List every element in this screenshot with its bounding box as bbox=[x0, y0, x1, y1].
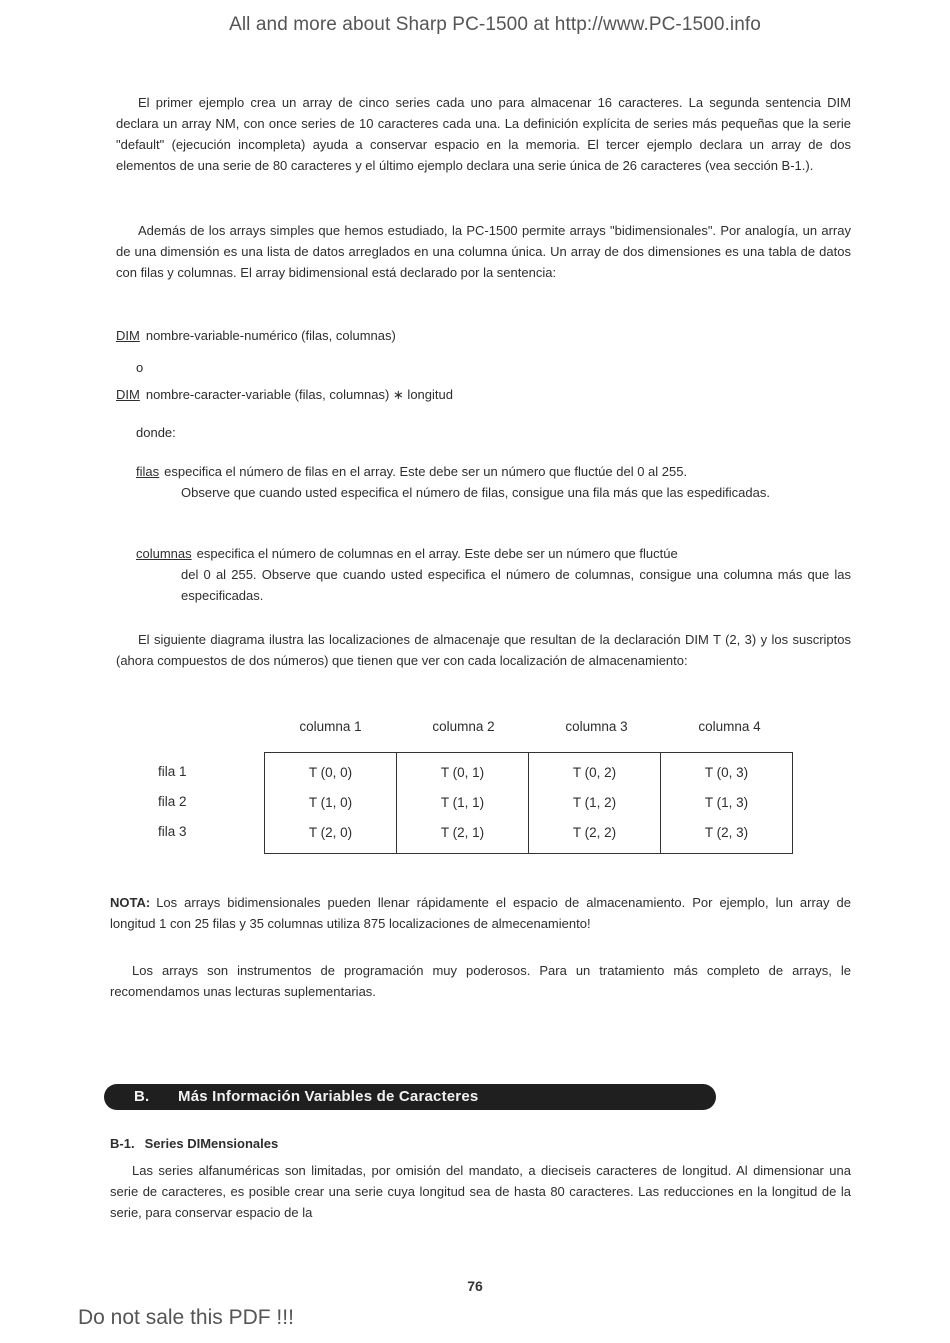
subsection-title: Series DIMensionales bbox=[144, 1136, 279, 1151]
diagram-cell: T (0, 3) bbox=[704, 765, 749, 780]
page-header-url: All and more about Sharp PC-1500 at http://www.PC-1500.info bbox=[229, 14, 761, 35]
subsection-number: B-1. bbox=[110, 1136, 135, 1151]
page-number: 76 bbox=[467, 1278, 483, 1294]
diagram-column-cell bbox=[661, 753, 793, 854]
diagram-cell: T (2, 0) bbox=[308, 825, 353, 840]
column-header-4: columna 4 bbox=[698, 719, 761, 734]
row-header-2: fila 2 bbox=[158, 794, 187, 809]
storage-diagram bbox=[264, 752, 793, 854]
syntax-keyword: DIM bbox=[116, 328, 140, 343]
paragraph-bidimensional-intro: Además de los arrays simples que hemos estudiado, la PC-1500 permite arrays "bidimensionales". Por analogía, un array de una dimensión es una lista de datos arreglados en una columna única. Un array de dos dimensiones es una tabla de datos con filas y columnas. El array bidimensional está declarado por la sentencia: bbox=[116, 223, 851, 280]
definition-term: filas bbox=[136, 464, 160, 479]
syntax-text: nombre-caracter-variable (filas, columnas) ∗ longitud bbox=[145, 387, 453, 402]
diagram-cell: T (0, 0) bbox=[308, 765, 353, 780]
footer-notice: Do not sale this PDF !!! bbox=[78, 1306, 294, 1329]
diagram-cell: T (1, 2) bbox=[572, 795, 617, 810]
definition-first-line: especifica el número de filas en el array. Este debe ser un número que fluctúe del 0 al 255. bbox=[164, 464, 688, 479]
column-header-2: columna 2 bbox=[432, 719, 495, 734]
paragraph-diagram-intro: El siguiente diagrama ilustra las localizaciones de almacenaje que resultan de la declaración DIM T (2, 3) y los suscriptos (ahora compuestos de dos números) que tienen que ver con cada localización de almacenamiento: bbox=[116, 632, 851, 668]
diagram-cell: T (0, 2) bbox=[572, 765, 617, 780]
or-separator: o bbox=[136, 360, 144, 375]
subsection-heading bbox=[110, 1136, 278, 1151]
diagram-cell: T (2, 3) bbox=[704, 825, 749, 840]
section-title: Más Información Variables de Caracteres bbox=[178, 1088, 479, 1105]
paragraph-string-length: Las series alfanuméricas son limitadas, por omisión del mandato, a dieciseis caracteres de longitud. Al dimensionar una serie de caracteres, es posible crear una serie cuya longitud sea de hasta 80 caracteres. Las reducciones en la longitud de la serie, para conservar espacio de la bbox=[110, 1163, 851, 1220]
paragraph-arrays-summary: Los arrays son instrumentos de programación muy poderosos. Para un tratamiento más completo de arrays, le recomendamos unas lecturas suplementarias. bbox=[110, 963, 851, 999]
section-letter: B. bbox=[134, 1088, 150, 1105]
diagram-cell: T (1, 3) bbox=[704, 795, 749, 810]
syntax-keyword: DIM bbox=[116, 387, 140, 402]
definition-first-line: especifica el número de columnas en el array. Este debe ser un número que fluctúe bbox=[196, 546, 678, 561]
row-header-3: fila 3 bbox=[158, 824, 187, 839]
paragraph-dim-examples: El primer ejemplo crea un array de cinco series cada uno para almacenar 16 caracteres. La segunda sentencia DIM declara un array NM, con once series de 10 caracteres cada una. La definición explícita de series más pequeñas que la serie "default" (ejecución incompleta) ayuda a conservar espacio en la memoria. El tercer ejemplo declara un array de dos elementos de una serie de 80 caracteres y el último ejemplo declara una serie única de 26 caracteres (vea sección B-1.). bbox=[116, 95, 851, 173]
diagram-cell: T (2, 2) bbox=[572, 825, 617, 840]
diagram-column-cell bbox=[265, 753, 397, 854]
definition-continuation: Observe que cuando usted especifica el número de filas, consigue una fila más que las espedificadas. bbox=[181, 485, 770, 500]
diagram-cell: T (2, 1) bbox=[440, 825, 485, 840]
row-header-1: fila 1 bbox=[158, 764, 187, 779]
note-label: NOTA: bbox=[110, 895, 151, 910]
definition-continuation: del 0 al 255. Observe que cuando usted especifica el número de columnas, consigue una columna más que las especificadas. bbox=[181, 567, 851, 603]
syntax-text: nombre-variable-numérico (filas, columnas) bbox=[145, 328, 396, 343]
note-text: Los arrays bidimensionales pueden llenar rápidamente el espacio de almacenamiento. Por ejemplo, lun array de longitud 1 con 25 filas y 35 columnas utiliza 875 localizaciones de almecenamiento! bbox=[110, 895, 851, 931]
diagram-cell: T (1, 1) bbox=[440, 795, 485, 810]
column-header-3: columna 3 bbox=[565, 719, 628, 734]
section-banner bbox=[104, 1084, 716, 1110]
diagram-cell: T (1, 0) bbox=[308, 795, 353, 810]
note-block bbox=[110, 892, 851, 934]
column-header-1: columna 1 bbox=[299, 719, 362, 734]
definition-filas bbox=[136, 461, 851, 503]
definition-term: columnas bbox=[136, 546, 192, 561]
diagram-column-cell bbox=[529, 753, 661, 854]
donde-label: donde: bbox=[136, 425, 176, 440]
syntax-numeric bbox=[116, 328, 396, 343]
definition-columnas bbox=[136, 543, 851, 606]
diagram-column-cell bbox=[397, 753, 529, 854]
syntax-string bbox=[116, 387, 453, 403]
diagram-cell: T (0, 1) bbox=[440, 765, 485, 780]
